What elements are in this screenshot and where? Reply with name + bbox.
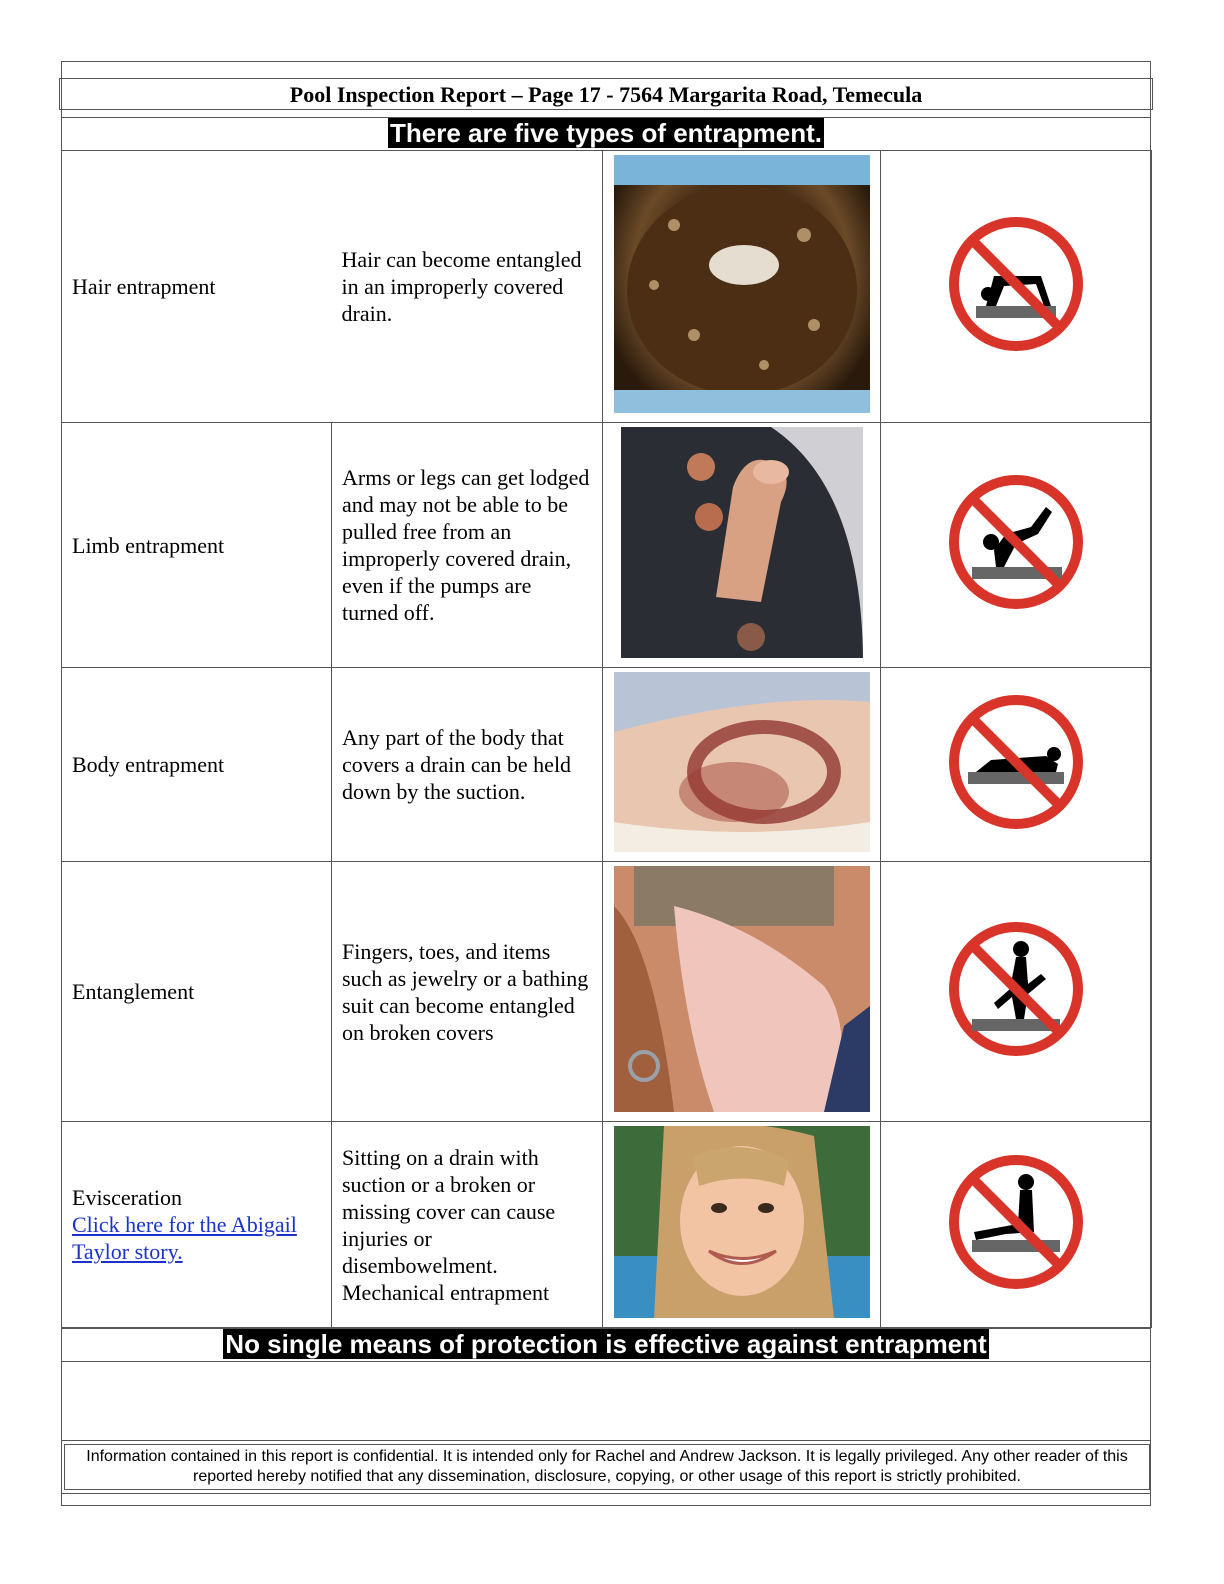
no-evisceration-sign — [946, 1152, 1086, 1292]
type-label: Limb entrapment — [72, 532, 225, 558]
body-entrapment-photo — [614, 672, 870, 852]
table-row — [62, 1122, 1152, 1328]
hair-entrapment-photo — [614, 155, 870, 413]
description-cell — [332, 1122, 603, 1328]
description-cell — [332, 423, 603, 668]
type-cell — [62, 1122, 332, 1328]
limb-entrapment-photo — [621, 427, 863, 658]
photo-cell — [603, 1122, 881, 1328]
description-text: Sitting on a drain with suction or a broken or missing cover can cause injuries or disembowelment. — [342, 1144, 556, 1278]
type-label: Hair entrapment — [72, 274, 216, 299]
type-label: Body entrapment — [72, 752, 225, 777]
entanglement-photo — [614, 866, 870, 1112]
bottom-banner-row — [61, 1328, 1151, 1362]
description-cell — [332, 862, 603, 1122]
description-text: Hair can become entangled in an improperly covered drain. — [341, 247, 582, 326]
no-body-entrapment-sign — [946, 692, 1086, 832]
description-text: Arms or legs can get lodged and may not be able to be pulled free from an improperly covered drain, even if the pumps are turned off. — [342, 465, 590, 625]
type-cell — [62, 423, 332, 668]
description-cell — [332, 151, 603, 423]
table-row — [62, 151, 1152, 423]
type-cell — [62, 862, 332, 1122]
top-banner: There are five types of entrapment. — [389, 118, 823, 148]
type-cell — [62, 151, 332, 423]
notice-text: Information contained in this report is confidential. It is intended only for Rachel and Andrew Jackson. It is legally privileged. Any other reader of this reported hereby notified that any dissemination, disclosure, copying, or other usage of this report is strictly prohibited. — [86, 1448, 1128, 1485]
description-cell — [332, 668, 603, 862]
photo-cell — [603, 151, 881, 423]
sign-cell — [881, 668, 1152, 862]
report-title: Pool Inspection Report – Page 17 - 7564 Margarita Road, Temecula — [289, 82, 923, 107]
sign-cell — [881, 862, 1152, 1122]
no-limb-entrapment-sign — [946, 472, 1086, 612]
table-row — [62, 423, 1152, 668]
no-entanglement-sign — [946, 919, 1086, 1059]
sign-cell — [881, 151, 1152, 423]
photo-cell — [603, 423, 881, 668]
table-row — [62, 862, 1152, 1122]
bottom-banner: No single means of protection is effective against entrapment — [225, 1329, 987, 1359]
sign-cell — [881, 1122, 1152, 1328]
photo-cell — [603, 668, 881, 862]
photo-cell — [603, 862, 881, 1122]
girl-portrait-photo — [614, 1126, 870, 1318]
top-banner-row — [61, 117, 1151, 151]
sign-cell — [881, 423, 1152, 668]
table-row — [62, 668, 1152, 862]
report-header — [59, 78, 1153, 110]
no-hair-entrapment-sign — [946, 214, 1086, 354]
description-extra-text: Mechanical entrapment — [342, 1279, 550, 1305]
abigail-taylor-story-link[interactable]: Click here for the Abigail Taylor story. — [72, 1212, 297, 1264]
description-text: Any part of the body that covers a drain can be held down by the suction. — [342, 725, 572, 804]
entrapment-table — [61, 150, 1152, 1328]
type-label: Entanglement — [72, 979, 195, 1004]
description-text: Fingers, toes, and items such as jewelry or a bathing suit can become entangled on broken covers — [342, 938, 589, 1045]
confidentiality-notice — [64, 1444, 1150, 1490]
type-cell — [62, 668, 332, 862]
type-label: Evisceration — [72, 1185, 182, 1210]
